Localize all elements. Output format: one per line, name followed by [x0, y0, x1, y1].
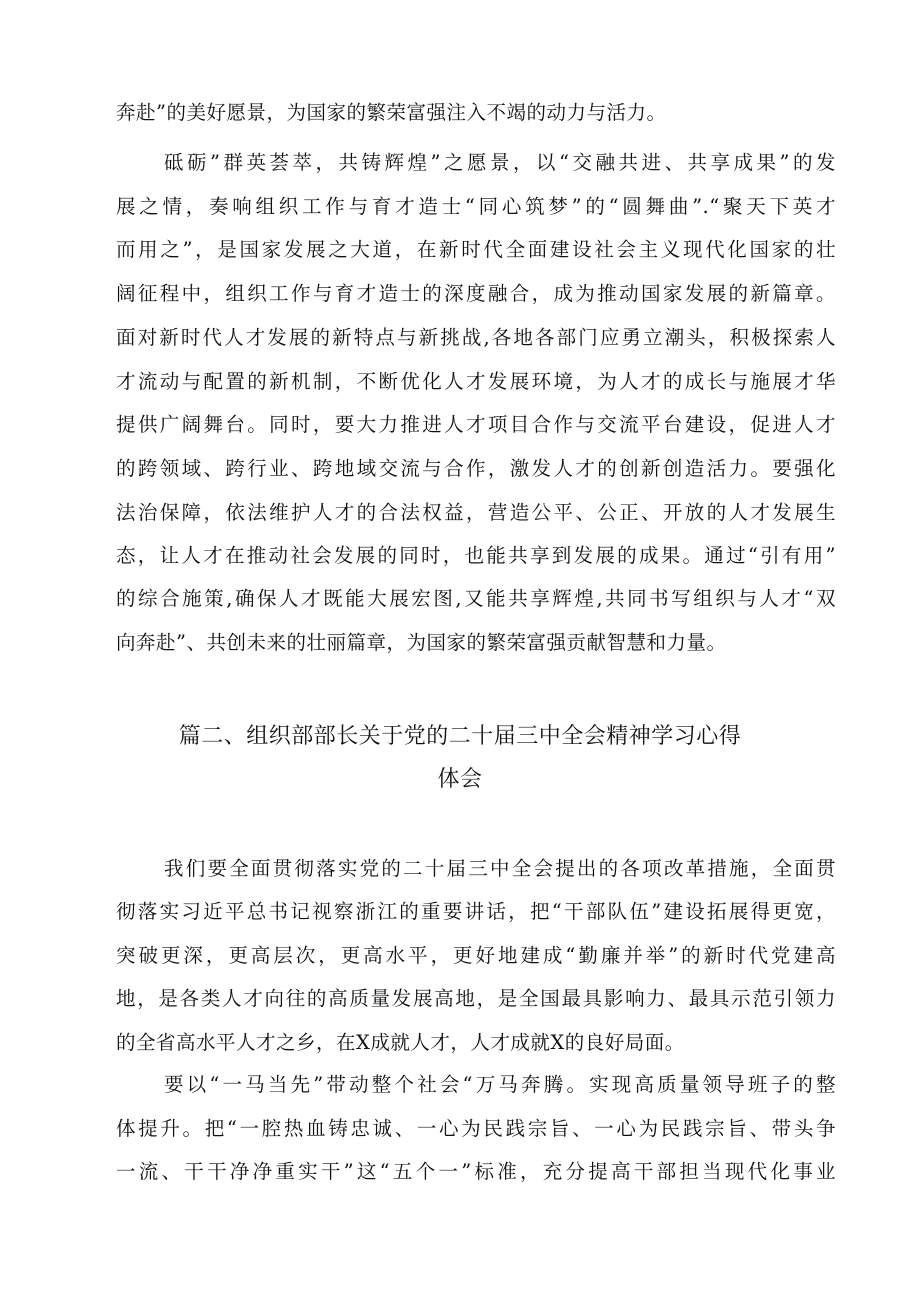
paragraph-line: 态，让人才在推动社会发展的同时，也能共享到发展的成果。通过“引有用” [116, 544, 836, 567]
paragraph-line: 地，是各类人才向往的高质量发展高地，是全国最具影响力、最具示范引领力 [116, 987, 836, 1010]
paragraph-line: 的全省高水平人才之乡，在X成就人才，人才成就X的良好局面。 [116, 1031, 685, 1054]
paragraph-line: 展之情，奏响组织工作与育才造士“同心筑梦”的“圆舞曲”.“聚天下英才 [116, 195, 836, 218]
paragraph-line: 奔赴”的美好愿景，为国家的繁荣富强注入不竭的动力与活力。 [116, 101, 667, 124]
paragraph-line: 向奔赴”、共创未来的壮丽篇章，为国家的繁荣富强贡献智慧和力量。 [116, 631, 727, 654]
paragraph-line: 的跨领域、跨行业、跨地域交流与合作，激发人才的创新创造活力。要强化 [116, 457, 836, 480]
paragraph-line: 的综合施策,确保人才既能大展宏图,又能共享辉煌,共同书写组织与人才“双 [116, 587, 836, 610]
paragraph-line: 而用之”，是国家发展之大道，在新时代全面建设社会主义现代化国家的壮 [116, 238, 836, 261]
paragraph-line: 我们要全面贯彻落实党的二十届三中全会提出的各项改革措施，全面贯 [164, 857, 836, 880]
paragraph-line: 砥砺”群英荟萃，共铸辉煌”之愿景，以“交融共进、共享成果”的发 [164, 151, 836, 174]
paragraph-line: 突破更深，更高层次，更高水平，更好地建成“勤廉并举”的新时代党建高 [116, 944, 836, 967]
paragraph-line: 法治保障，依法维护人才的合法权益，营造公平、公正、开放的人才发展生 [116, 501, 836, 524]
paragraph-line: 体提升。把“一腔热血铸忠诚、一心为民践宗旨、一心为民践宗旨、带头争 [116, 1117, 836, 1140]
paragraph-line: 阔征程中，组织工作与育才造士的深度融合，成为推动国家发展的新篇章。 [116, 282, 836, 305]
paragraph-line: 提供广阔舞台。同时，要大力推进人才项目合作与交流平台建设，促进人才 [116, 413, 836, 436]
paragraph-line: 彻落实习近平总书记视察浙江的重要讲话，把“干部队伍”建设拓展得更宽， [116, 900, 836, 923]
paragraph-line: 面对新时代人才发展的新特点与新挑战,各地各部门应勇立潮头，积极探索人 [116, 326, 836, 349]
section-heading: 篇二、组织部部长关于党的二十届三中全会精神学习心得 [178, 724, 742, 749]
paragraph-line: 才流动与配置的新机制，不断优化人才发展环境，为人才的成长与施展才华 [116, 370, 836, 393]
paragraph-line: 一流、干干净净重实干”这“五个一”标准，充分提高干部担当现代化事业 [116, 1160, 836, 1183]
section-heading-continued: 体会 [437, 767, 483, 792]
paragraph-line: 要以“一马当先”带动整个社会“万马奔腾。实现高质量领导班子的整 [164, 1073, 836, 1096]
